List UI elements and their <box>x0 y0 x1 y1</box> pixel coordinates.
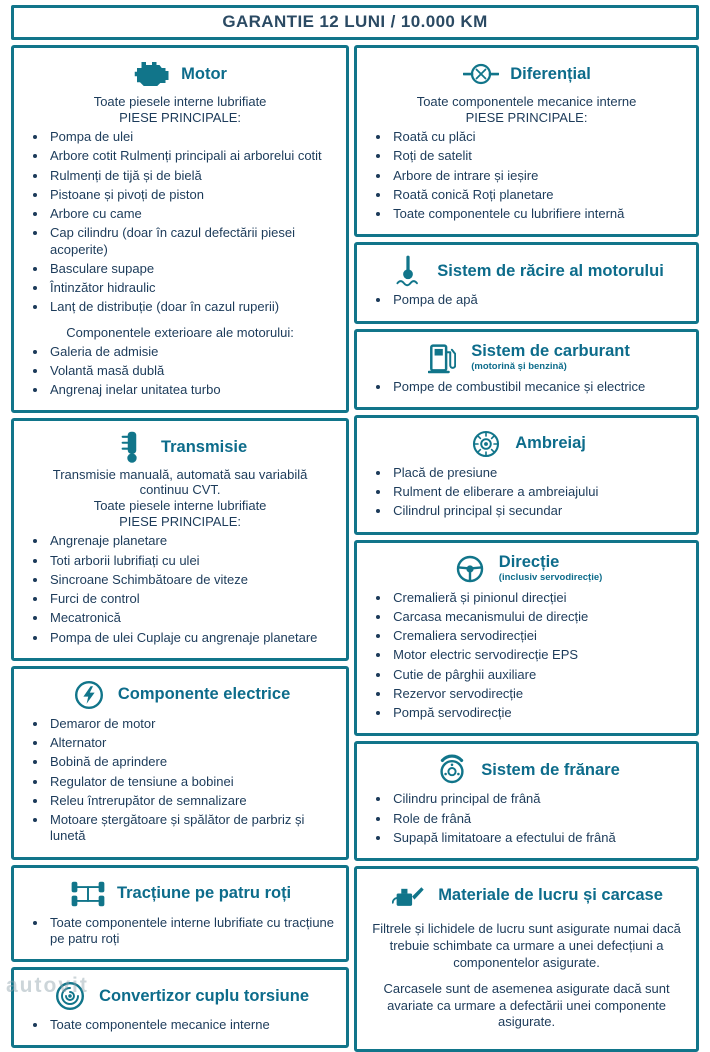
list-item: • Toate componentele cu lubrifiere internă <box>391 206 686 222</box>
card-motor-header <box>24 57 336 91</box>
list-item: • Pompe de combustibil mecanice și electrice <box>391 379 686 395</box>
card-tractiune-header <box>24 877 336 911</box>
text-line: Toate piesele interne lubrifiate <box>93 498 267 514</box>
card-transmisie <box>11 418 349 661</box>
card-title: Diferențial <box>510 64 591 83</box>
steering-wheel-icon <box>451 552 489 586</box>
list-item: • Basculare supape <box>48 261 336 277</box>
list-item: • Arbore cu came <box>48 206 336 222</box>
list-item: • Bobină de aprindere <box>48 754 336 770</box>
card-title: Motor <box>181 64 227 83</box>
card-title: Componente electrice <box>117 685 291 704</box>
card-title: Materiale de lucru și carcase <box>438 885 663 904</box>
list-item: • Roată conică Roți planetare <box>391 187 686 203</box>
list-item: • Pompă servodirecție <box>391 705 686 721</box>
card-directie-header <box>367 552 686 586</box>
card-diferential-header <box>367 57 686 91</box>
list-item: • Volantă masă dublă <box>48 363 336 379</box>
list-item: • Alternator <box>48 735 336 751</box>
cooling-icon <box>389 254 427 288</box>
motor-items2 <box>24 344 336 399</box>
oil-can-icon <box>390 878 428 912</box>
list-item: • Carcasa mecanismului de direcție <box>391 609 686 625</box>
text-line: PIESE PRINCIPALE: <box>119 514 241 530</box>
card-racire-header <box>367 254 686 288</box>
columns <box>11 45 699 1052</box>
clutch-icon <box>467 427 505 461</box>
card-franare <box>354 741 699 861</box>
text-line: PIESE PRINCIPALE: <box>119 110 241 125</box>
list-item: • Cutie de pârghii auxiliare <box>391 667 686 683</box>
card-materiale <box>354 866 699 1052</box>
list-item: • Arbore de intrare și ieșire <box>391 168 686 184</box>
list-item: • Angrenaje planetare <box>48 533 336 549</box>
card-subtitle <box>371 94 682 125</box>
card-title: Sistem de răcire al motorului <box>437 261 664 280</box>
list-item: • Motor electric servodirecție EPS <box>391 647 686 663</box>
electrice-items <box>24 716 336 845</box>
racire-items <box>367 292 686 308</box>
list-item: • Toate componentele mecanice interne <box>48 1017 336 1033</box>
text-line: Filtrele și lichidele de lucru sunt asigurate numai dacă trebuie schimbate ca urmare a unei defecțiuni a componentelor asigurate. <box>372 921 681 970</box>
list-item: • Cremaliera servodirecției <box>391 628 686 644</box>
differential-icon <box>462 57 500 91</box>
card-racire <box>354 242 699 323</box>
list-item: • Rulment de eliberare a ambreiajului <box>391 484 686 500</box>
page-title-box <box>11 5 699 40</box>
list-item: • Demaror de motor <box>48 716 336 732</box>
card-materiale-header <box>367 878 686 912</box>
card-electrice-header <box>24 678 336 712</box>
card-electrice <box>11 666 349 860</box>
list-item: • Motoare ștergătoare și spălător de parbriz și lunetă <box>48 812 336 845</box>
text-line: Toate componentele mecanice interne <box>416 94 637 109</box>
diferential-items <box>367 129 686 222</box>
brake-icon <box>433 753 471 787</box>
text-line: Toate piesele interne lubrifiate <box>93 94 267 109</box>
card-title: Direcție <box>498 553 560 572</box>
card-title: Transmisie <box>160 437 248 456</box>
card-subtitle <box>28 467 332 529</box>
card-diferential <box>354 45 699 237</box>
list-item: • Întinzător hidraulic <box>48 280 336 296</box>
card-subtitle <box>28 94 332 125</box>
card-ambreiaj-header <box>367 427 686 461</box>
list-item: • Cap cilindru (doar în cazul defectării piesei acoperite) <box>48 225 336 258</box>
franare-items <box>367 791 686 846</box>
list-item: • Lanț de distribuție (doar în cazul ruperii) <box>48 299 336 315</box>
motor-items <box>24 129 336 316</box>
materiale-paragraphs <box>367 921 686 1031</box>
right-column <box>354 45 699 1052</box>
card-carburant-header <box>367 341 686 375</box>
list-item: • Angrenaj inelar unitatea turbo <box>48 382 336 398</box>
card-title-note: (inclusiv servodirecție) <box>498 571 603 583</box>
fuel-pump-icon <box>423 341 461 375</box>
card-title: Sistem de frănare <box>481 760 620 779</box>
card-directie <box>354 540 699 737</box>
card-franare-header <box>367 753 686 787</box>
list-item: • Roată cu plăci <box>391 129 686 145</box>
list-item: • Pompa de apă <box>391 292 686 308</box>
list-item: • Role de frână <box>391 811 686 827</box>
engine-icon <box>133 57 171 91</box>
text-line: Carcasele sunt de asemenea asigurate dacă sunt avariate ca urmare a defectării unei componente asigurate. <box>383 980 670 1030</box>
text-line: PIESE PRINCIPALE: <box>465 110 588 125</box>
four-wheel-drive-icon <box>69 877 107 911</box>
card-carburant <box>354 329 699 410</box>
left-column <box>11 45 349 1048</box>
list-item: • Toate componentele interne lubrifiate cu tracțiune pe patru roți <box>48 915 336 948</box>
card-tractiune <box>11 865 349 963</box>
list-item: • Regulator de tensiune a bobinei <box>48 774 336 790</box>
list-item: • Roți de satelit <box>391 148 686 164</box>
text-line: Transmisie manuală, automată sau variabilă continuu CVT. <box>52 467 308 498</box>
list-item: • Cilindru principal de frână <box>391 791 686 807</box>
motor-section2-title: Componentele exterioare ale motorului: <box>66 324 294 340</box>
card-title: Convertizor cuplu torsiune <box>99 986 310 1005</box>
list-item: • Pistoane și pivoți de piston <box>48 187 336 203</box>
card-title: Ambreiaj <box>515 434 586 453</box>
card-ambreiaj <box>354 415 699 535</box>
list-item: • Placă de presiune <box>391 465 686 481</box>
list-item: • Sincroane Schimbătoare de viteze <box>48 572 336 588</box>
tractiune-items <box>24 915 336 948</box>
carburant-items <box>367 379 686 395</box>
card-title: Tracțiune pe patru roți <box>116 884 292 902</box>
list-item: • Rulmenți de tijă și de bielă <box>48 168 336 184</box>
gearshift-icon <box>113 430 151 464</box>
list-item: • Cilindrul principal și secundar <box>391 503 686 519</box>
card-motor <box>11 45 349 413</box>
list-item: • Toti arborii lubrifiați cu ulei <box>48 553 336 569</box>
card-title-note: (motorină și benzină) <box>471 360 567 372</box>
convertizor-items <box>24 1017 336 1033</box>
directie-items <box>367 590 686 722</box>
watermark: autovit <box>6 974 89 997</box>
page-title: GARANTIE 12 LUNI / 10.000 KM <box>222 12 488 31</box>
list-item: • Mecatronică <box>48 610 336 626</box>
card-transmisie-header <box>24 430 336 464</box>
transmisie-items <box>24 533 336 646</box>
list-item: • Furci de control <box>48 591 336 607</box>
list-item: • Releu întrerupător de semnalizare <box>48 793 336 809</box>
list-item: • Galeria de admisie <box>48 344 336 360</box>
list-item: • Supapă limitatoare a efectului de frână <box>391 830 686 846</box>
list-item: • Pompa de ulei Cuplaje cu angrenaje planetare <box>48 630 336 646</box>
list-item: • Arbore cotit Rulmenți principali ai arborelui cotit <box>48 148 336 164</box>
list-item: • Rezervor servodirecție <box>391 686 686 702</box>
card-title: Sistem de carburant <box>471 342 630 361</box>
list-item: • Pompa de ulei <box>48 129 336 145</box>
lightning-icon <box>70 678 108 712</box>
ambreiaj-items <box>367 465 686 520</box>
list-item: • Cremalieră și pinionul direcției <box>391 590 686 606</box>
